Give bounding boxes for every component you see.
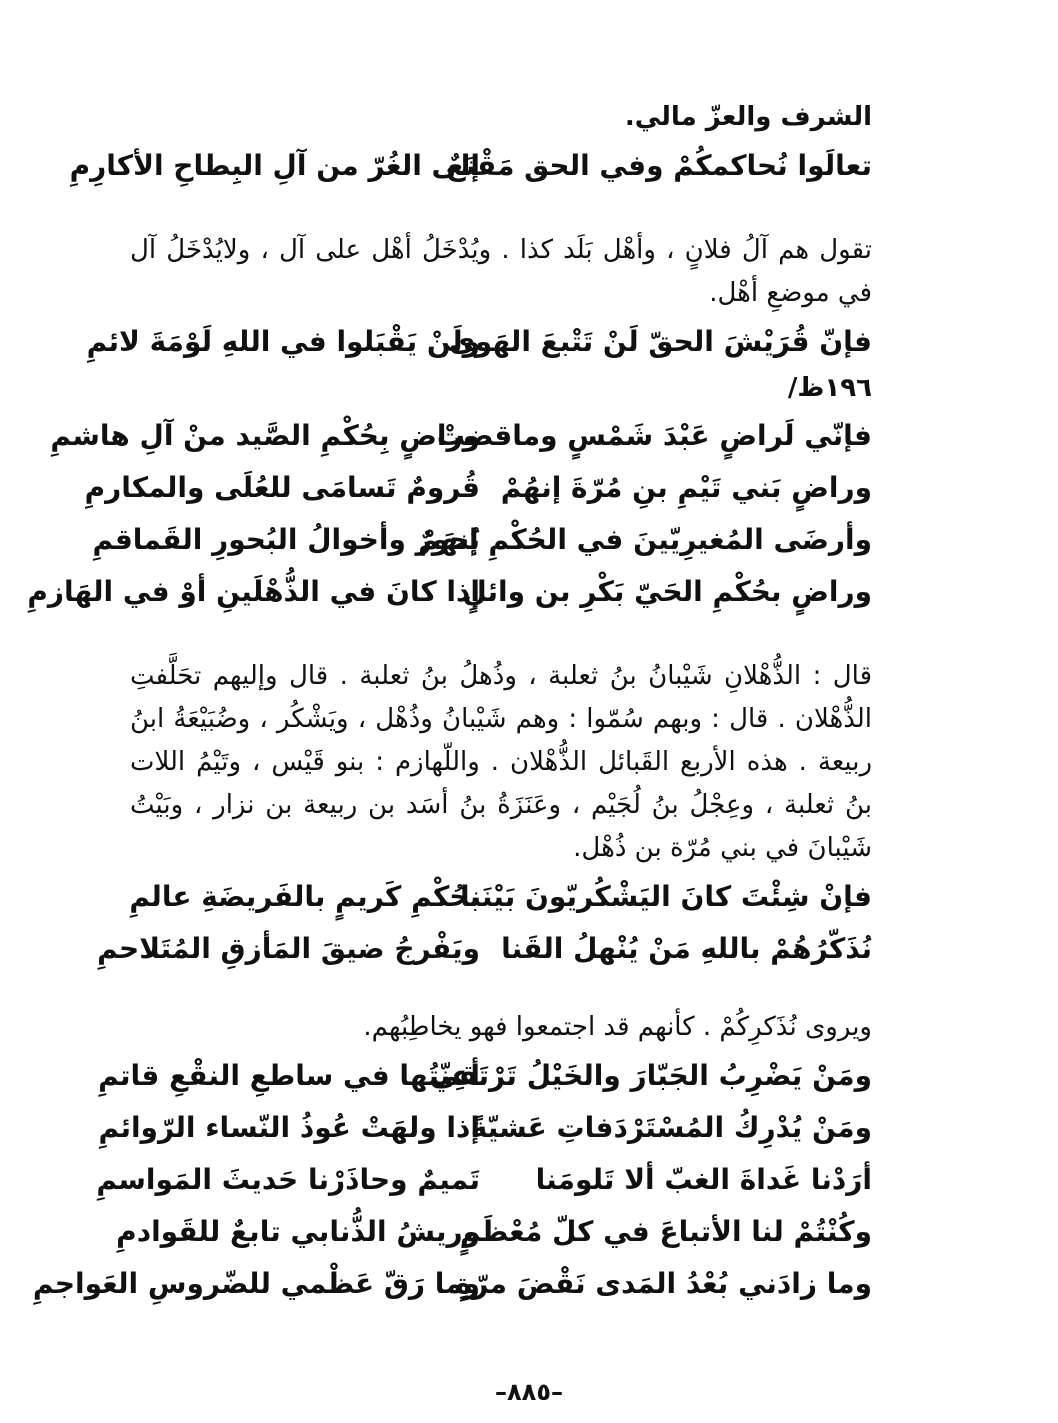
verse-line <box>98 1101 872 1153</box>
verse-second-hemistich: وما رَقّ عَظْمي للضّروسِ العَواجمِ <box>32 1266 480 1300</box>
verse-first-hemistich: وراضٍ بَني تَيْمِ بنِ مُرّةَ إنهُمْ <box>500 470 872 504</box>
verse-group-2 <box>86 315 872 367</box>
verse-first-hemistich: فإنْ شِئْتَ كانَ اليَشْكُريّونَ بَيْنَنا <box>459 879 872 913</box>
verse-first-hemistich: تعالَوا نُحاكمكُمْ وفي الحق مَقْنَعٌ <box>446 148 872 182</box>
verse-second-hemistich: إذا ولهَتْ عُوذُ النّساء الرّوائمِ <box>98 1110 480 1144</box>
prose-paragraph-4: ويروى نُذَكرِكُمْ . كأنهم قد اجتمعوا فهو يخاطِبُهم. <box>363 1012 872 1042</box>
verse-group-1 <box>69 139 872 191</box>
page-body <box>27 96 872 1309</box>
verse-first-hemistich: وما زادَني بُعْدُ المَدى نَقْضَ مرّةٍ <box>455 1266 872 1300</box>
verse-second-hemistich: وراضٍ بِحُكْمِ الصَّيد منْ آلِ هاشمِ <box>50 418 480 452</box>
verse-line <box>92 513 872 565</box>
verse-first-hemistich: ومَنْ يُدْرِكُ المُسْتَرْدَفاتِ عَشيّةً <box>470 1110 872 1144</box>
verse-line <box>130 870 872 922</box>
verse-second-hemistich: تَميمٌ وحاذَرْنا حَديثَ المَواسمِ <box>96 1162 480 1196</box>
verse-group-4 <box>97 870 872 974</box>
page-number: –٨٨٥– <box>495 1378 563 1406</box>
verse-line <box>32 1257 872 1309</box>
verse-line <box>50 409 872 461</box>
verse-group-5 <box>32 1049 872 1309</box>
verse-group-3 <box>27 409 872 617</box>
verse-second-hemistich: أعِنّتُها في ساطعِ النقْعِ قاتمِ <box>98 1058 480 1092</box>
verse-line <box>97 922 872 974</box>
verse-first-hemistich: وأرضَى المُغيرِيّينَ في الحُكْمِ إنهَمْ <box>418 522 872 556</box>
verse-line <box>27 565 872 617</box>
verse-line <box>84 461 872 513</box>
verse-second-hemistich: ولَنْ يَقْبَلوا في اللهِ لَوْمَةَ لائمِ <box>86 324 480 358</box>
verse-second-hemistich: ويَفْرجُ ضيقَ المَأزقِ المُتَلاحمِ <box>97 931 480 965</box>
verse-second-hemistich: إلى الغُرّ من آلِ البِطاحِ الأكارِمِ <box>69 148 480 182</box>
verse-first-hemistich: وكُنْتُمْ لنا الأتباعَ في كلّ مُعْظَمٍ <box>459 1214 872 1248</box>
verse-first-hemistich: فإنّي لَراضٍ عَبْدَ شَمْسٍ وماقضتْ <box>436 418 872 452</box>
verse-first-hemistich: فإنّ قُرَيْشَ الحقّ لَنْ تَتْبعَ الهَوى <box>449 324 872 358</box>
verse-second-hemistich: بُحورٌ وأخوالُ البُحورِ القَماقمِ <box>92 522 480 556</box>
verse-line <box>69 139 872 191</box>
verse-second-hemistich: قُرومٌ تَسامَى للعُلَى والمكارمِ <box>84 470 480 504</box>
verse-second-hemistich: بحُكْمِ كَريمٍ بالفَريضَةِ عالمِ <box>129 879 480 913</box>
verse-first-hemistich: ومَنْ يَضْرِبُ الجَبّارَ والخَيْلُ تَرْتَقي <box>430 1058 872 1092</box>
verse-first-hemistich: أرَدْنا غَداةَ الغبّ ألا تَلومَنا <box>535 1162 872 1196</box>
spacer <box>130 974 872 1006</box>
verse-line <box>86 315 872 367</box>
prose-paragraph-2: تقول هم آلُ فلانٍ ، وأهْل بَلَد كذا . ويُدْخَلُ أهْل على آل ، ولايُدْخَلُ آل في موضعِ أهْل. <box>130 235 872 308</box>
verse-second-hemistich: إذا كانَ في الذُّهْلَينِ أوْ في الهَازمِ <box>27 574 480 608</box>
verse-line <box>116 1205 872 1257</box>
opening-prose: الشرف والعزّ مالي. <box>624 102 872 132</box>
verse-first-hemistich: نُذَكّرُهُمْ باللهِ مَنْ يُنْهلُ القَنا <box>501 931 872 965</box>
folio-marker: ١٩٦ظ/ <box>787 373 872 403</box>
spacer <box>130 191 872 229</box>
verse-line <box>98 1049 872 1101</box>
verse-first-hemistich: وراضٍ بحُكْمِ الحَيّ بَكْرِ بن وائلٍ <box>462 574 872 608</box>
verse-line <box>96 1153 872 1205</box>
prose-paragraph-3: قال : الذُّهْلانِ شَيْبانُ بنُ ثعلبة ، وذُهلُ بنُ ثعلبة . قال وإليهم تحَلَّفتِ الذُّهْلان . قال : وبهم سُمّوا : وهم شَيْبانُ وذُهْل ، ويَشْكُر ، وضُبَيْعَةُ ابنُ ربيعة . هذه الأربع القَبائل الذُّهْلان . واللّهازم : بنو قَيْس ، وتَيْمُ اللات بنُ ثعلبة ، وعِجْلُ بنُ لُجَيْم ، وعَنَزَةُ بنُ أسَد بن ربيعة بن نزار ، وبَيْتُ شَيْبانَ في بني مُرّة بن ذُهْل. <box>130 661 872 863</box>
spacer <box>130 617 872 655</box>
verse-second-hemistich: وريشُ الذُّنابي تابعٌ للقَوادمِ <box>116 1214 480 1248</box>
